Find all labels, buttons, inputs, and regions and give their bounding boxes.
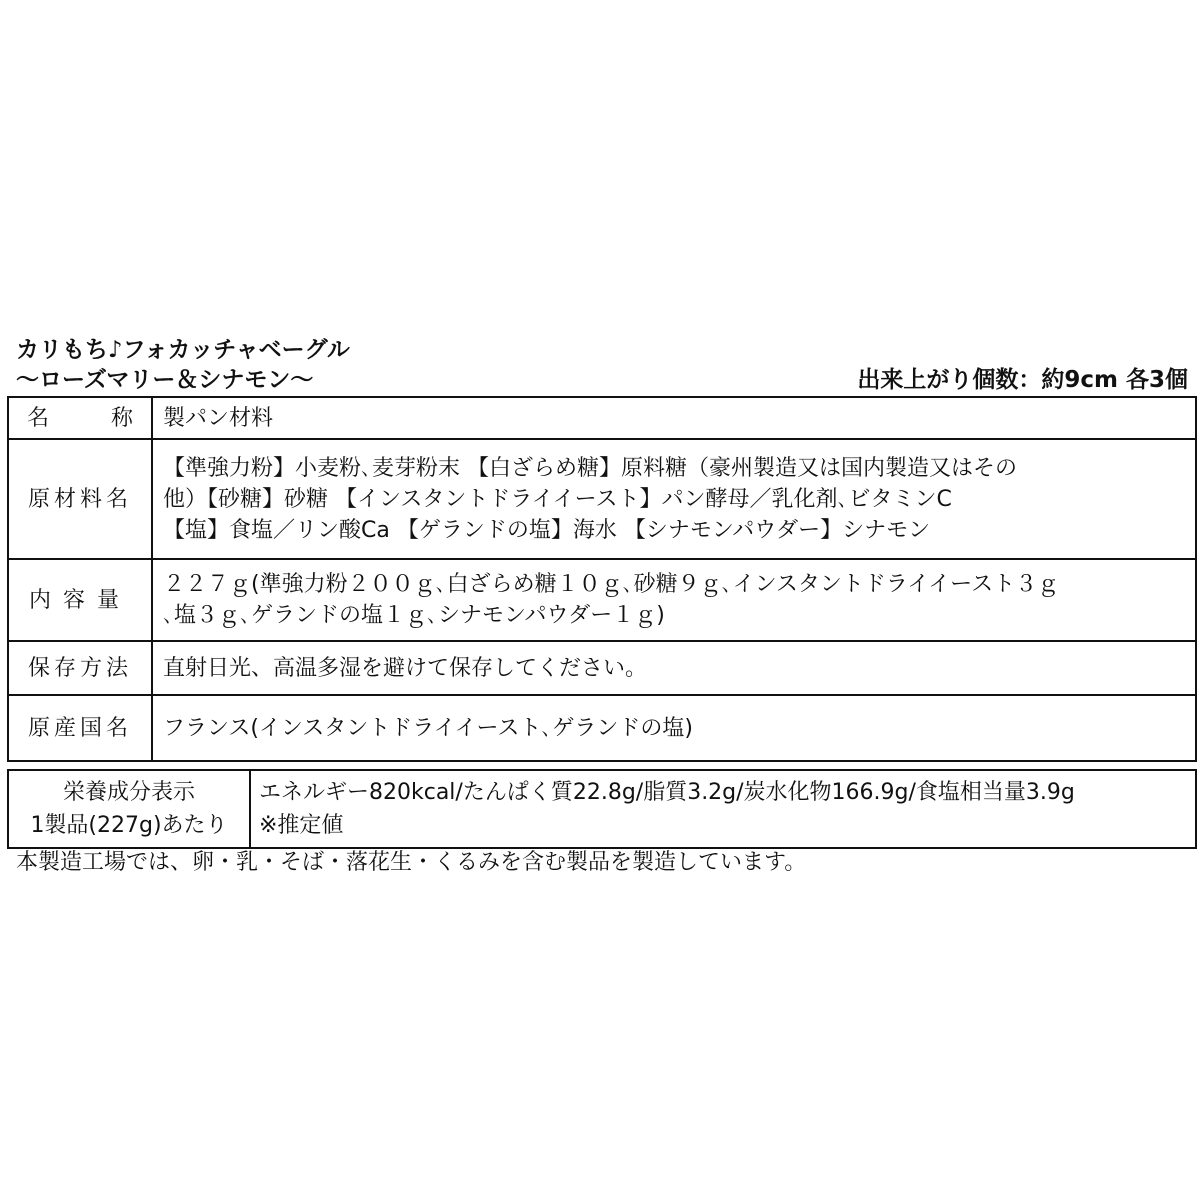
content-line: ､塩３ｇ､ゲランドの塩１ｇ､シナモンパウダー１ｇ) [163, 603, 665, 628]
nutrition-row [8, 770, 1196, 848]
spec-row-storage [8, 641, 1196, 695]
spec-label-ingredients-text: 原材料名 [27, 486, 132, 512]
spec-value-name: 製パン材料 [152, 397, 1196, 439]
spec-label-name-part1: 名 [27, 405, 50, 431]
spec-value-content [152, 559, 1196, 641]
spec-value-ingredients [152, 439, 1196, 559]
spec-row-content [8, 559, 1196, 641]
spec-label-content-text: 内容量 [28, 587, 131, 613]
spec-label-name [8, 397, 152, 439]
nutrition-label-title: 栄養成分表示 [62, 780, 195, 805]
spec-label-name-part2: 称 [110, 405, 133, 431]
nutrition-values [250, 770, 1196, 848]
spec-label-origin [8, 695, 152, 761]
spec-row-name [8, 397, 1196, 439]
ingredients-line: 【塩】食塩／リン酸Ca 【ゲランドの塩】海水 【シナモンパウダー】シナモン [163, 517, 931, 543]
nutrition-label-basis: 1製品(227g)あたり [30, 813, 228, 838]
nutrition-table [7, 769, 1197, 849]
spec-label-origin-text: 原産国名 [27, 715, 132, 741]
content-line: ２２７ｇ(準強力粉２００ｇ､白ざらめ糖１０ｇ､砂糖９ｇ､インスタントドライイースト３ｇ [163, 572, 1060, 597]
spec-value-origin: フランス(インスタントドライイースト､ゲランドの塩) [152, 695, 1196, 761]
product-title: カリもち♪フォカッチャベーグル [16, 337, 350, 363]
nutrition-values-text: エネルギー820kcal/たんぱく質22.8g/脂質3.2g/炭水化物166.9g/食塩相当量3.9g [259, 780, 1075, 805]
spec-value-storage: 直射日光、高温多湿を避けて保存してください。 [152, 641, 1196, 695]
ingredients-line: 他）【砂糖】砂糖 【インスタントドライイースト】パン酵母／乳化剤､ビタミンC [163, 486, 952, 512]
product-header [16, 336, 1188, 394]
product-subtitle: 〜ローズマリー＆シナモン〜 [16, 367, 314, 393]
spec-table [7, 396, 1197, 762]
nutrition-estimate-note: ※推定値 [259, 813, 344, 838]
spec-label-ingredients [8, 439, 152, 559]
spec-row-origin [8, 695, 1196, 761]
spec-label-storage-text: 保存方法 [27, 655, 132, 681]
nutrition-label [8, 770, 250, 848]
spec-row-ingredients [8, 439, 1196, 559]
spec-label-storage [8, 641, 152, 695]
yield-info: 出来上がり個数：約9cm 各3個 [857, 367, 1188, 393]
spec-label-content [8, 559, 152, 641]
allergen-footnote: 本製造工場では、卵・乳・そば・落花生・くるみを含む製品を製造しています。 [16, 850, 807, 875]
ingredients-line: 【準強力粉】小麦粉､麦芽粉末 【白ざらめ糖】原料糖（豪州製造又は国内製造又はその [163, 455, 1017, 481]
